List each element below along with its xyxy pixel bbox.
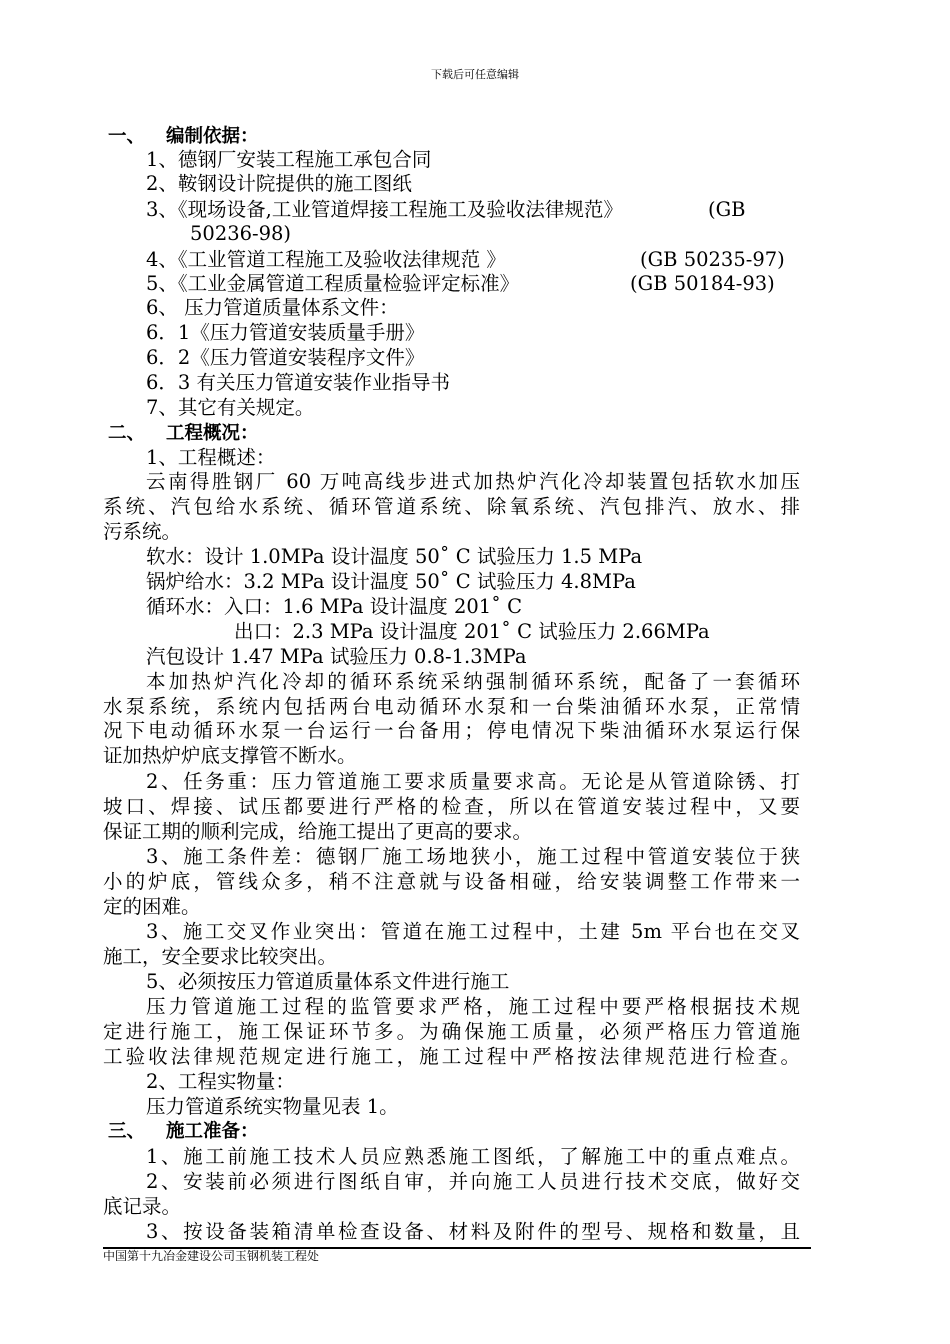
- paragraph-line: 1、工程概述：: [146, 446, 276, 469]
- paragraph-line: 底记录。: [103, 1195, 182, 1218]
- list-item-code: (GB 50235-97): [640, 248, 785, 271]
- list-item: 6．3 有关压力管道安装作业指导书: [146, 371, 451, 394]
- paragraph-line: 况下电动循环水泵一台运行一台备用；停电情况下柴油循环水泵运行保: [103, 719, 800, 742]
- spec-line: 循环水：入口：1.6 MPa 设计温度 201˚ C: [146, 595, 523, 618]
- page-footer: 中国第十九冶金建设公司玉钢机装工程处: [103, 1249, 320, 1261]
- paragraph-line: 压力管道系统实物量见表 1。: [146, 1095, 399, 1118]
- list-item: 6．1《压力管道安装质量手册》: [146, 321, 425, 344]
- list-item: 6、 压力管道质量体系文件：: [146, 296, 399, 319]
- paragraph-line: 3、施工交叉作业突出：管道在施工过程中，土建 5m 平台也在交叉: [146, 920, 800, 943]
- paragraph-line: 系统、汽包给水系统、循环管道系统、除氧系统、汽包排汽、放水、排: [103, 495, 800, 518]
- section-2-number: 二、: [108, 423, 146, 444]
- list-item: 6．2《压力管道安装程序文件》: [146, 346, 425, 369]
- section-3-number: 三、: [108, 1121, 146, 1142]
- section-1-title: 编制依据：: [166, 126, 259, 147]
- paragraph-line: 定进行施工，施工保证环节多。为确保施工质量，必须严格压力管道施: [103, 1020, 800, 1043]
- section-3-title: 施工准备：: [166, 1121, 259, 1142]
- paragraph-line: 坡口、焊接、试压都要进行严格的检查，所以在管道安装过程中，又要: [103, 795, 800, 818]
- list-item: 1、德钢厂安装工程施工承包合同: [146, 148, 432, 171]
- paragraph-line: 3、施工条件差：德钢厂施工场地狭小，施工过程中管道安装位于狭: [146, 845, 800, 868]
- list-item: 5、《工业金属管道工程质量检验评定标准》: [146, 272, 520, 295]
- spec-line: 出口：2.3 MPa 设计温度 201˚ C 试验压力 2.66MPa: [234, 620, 710, 643]
- section-1-number: 一、: [108, 126, 146, 147]
- list-item-code: (GB 50184-93): [630, 272, 775, 295]
- spec-line: 软水：设计 1.0MPa 设计温度 50˚ C 试验压力 1.5 MPa: [146, 545, 643, 568]
- paragraph-line: 2、工程实物量：: [146, 1070, 295, 1093]
- section-2-title: 工程概况：: [166, 423, 259, 444]
- list-item-code: (GB: [708, 198, 746, 221]
- paragraph-line: 1、施工前施工技术人员应熟悉施工图纸，了解施工中的重点难点。: [146, 1145, 800, 1168]
- list-item: 3、《现场设备,工业管道焊接工程施工及验收法律规范》: [146, 198, 623, 221]
- list-item-code: 50236-98): [190, 222, 292, 245]
- paragraph-line: 小的炉底，管线众多，稍不注意就与设备相碰，给安装调整工作带来一: [103, 870, 800, 893]
- paragraph-line: 污系统。: [103, 520, 182, 543]
- list-item: 7、其它有关规定。: [146, 396, 315, 419]
- paragraph-line: 施工，安全要求比较突出。: [103, 945, 338, 968]
- paragraph-line: 水泵系统，系统内包括两台电动循环水泵和一台柴油循环水泵，正常情: [103, 695, 800, 718]
- paragraph-line: 5、必须按压力管道质量体系文件进行施工: [146, 970, 510, 993]
- spec-line: 锅炉给水：3.2 MPa 设计温度 50˚ C 试验压力 4.8MPa: [146, 570, 636, 593]
- paragraph-line: 2、任务重：压力管道施工要求质量要求高。无论是从管道除锈、打: [146, 770, 800, 793]
- list-item: 4、《工业管道工程施工及验收法律规范 》: [146, 248, 506, 271]
- paragraph-line: 云南得胜钢厂 60 万吨高线步进式加热炉汽化冷却装置包括软水加压: [146, 470, 800, 493]
- paragraph-line: 2、安装前必须进行图纸自审，并向施工人员进行技术交底，做好交: [146, 1170, 800, 1193]
- paragraph-line: 定的困难。: [103, 895, 201, 918]
- paragraph-line: 证加热炉炉底支撑管不断水。: [103, 744, 357, 767]
- paragraph-line: 压力管道施工过程的监管要求严格，施工过程中要严格根据技术规: [146, 995, 800, 1018]
- paragraph-line: 3、按设备装箱清单检查设备、材料及附件的型号、规格和数量，且: [146, 1220, 800, 1243]
- paragraph-line: 保证工期的顺利完成，给施工提出了更高的要求。: [103, 820, 533, 843]
- page-header: 下载后可任意编辑: [431, 68, 519, 81]
- paragraph-line: 本加热炉汽化冷却的循环系统采纳强制循环系统，配备了一套循环: [146, 670, 800, 693]
- list-item: 2、鞍钢设计院提供的施工图纸: [146, 172, 412, 195]
- paragraph-line: 工验收法律规范规定进行施工，施工过程中严格按法律规范进行检查。: [103, 1045, 800, 1068]
- spec-line: 汽包设计 1.47 MPa 试验压力 0.8-1.3MPa: [146, 645, 527, 668]
